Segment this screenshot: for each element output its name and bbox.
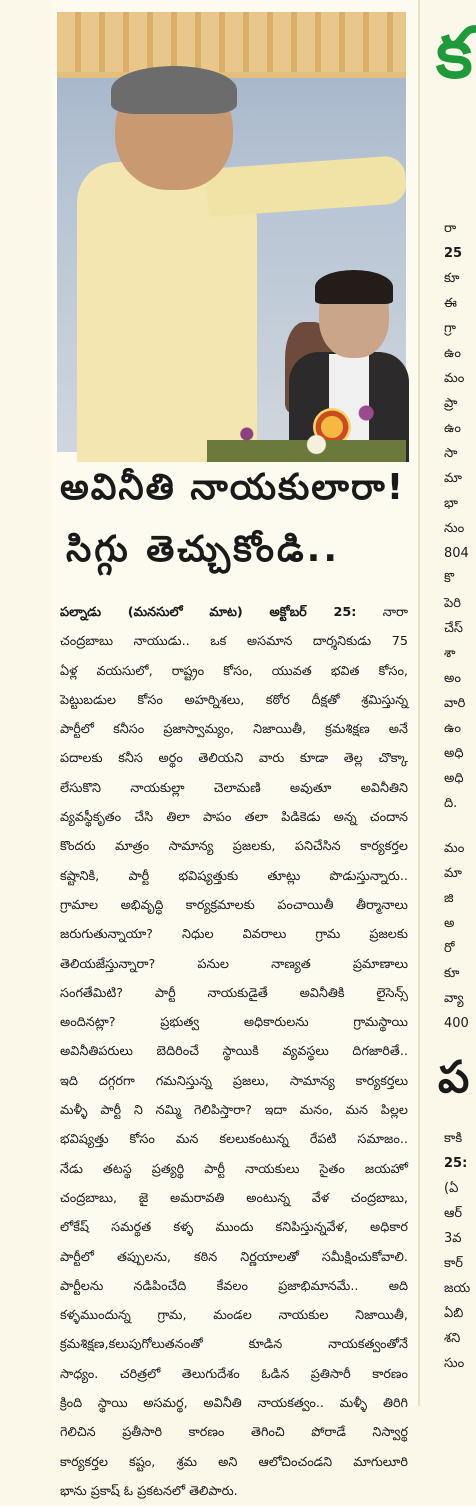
adjacent-article-column: [422, 0, 473, 1406]
column-fragment: ఉం: [444, 346, 461, 361]
article-body: [60, 598, 408, 1499]
column-fragment: పెరి: [444, 596, 461, 611]
body-line: కళ్ళముందున్న గ్రామ, మండల నాయకుల నిజాయితీ,: [60, 1308, 408, 1324]
body-line: చంద్రబాబు, జై అమరావతి అంటున్న వేళ చంద్రబాబు,: [60, 1190, 408, 1206]
body-line: క్రమశిక్షణ,కలుపుగోలుతనంతో కూడిన నాయకత్వంతోనే: [60, 1337, 408, 1353]
column-fragment: ఉం: [444, 721, 461, 736]
column-fragment: చేస్: [444, 621, 464, 636]
headline-line-2: సిగ్గు తెచ్చుకోండి..: [66, 529, 341, 570]
column-fragment: నుం: [444, 521, 465, 536]
body-line: అందినట్లా? ప్రభుత్వ అధికారులను గ్రామస్థాయి: [60, 1015, 408, 1031]
column-fragment: కాకి: [444, 1131, 463, 1146]
column-fragment: అ: [444, 916, 455, 931]
dateline: పల్నాడు (మనసులో మాట) అక్టోబర్ 25:: [60, 605, 357, 620]
body-line: పల్నాడు (మనసులో మాట) అక్టోబర్ 25: నారా: [60, 605, 408, 620]
body-line: భవిష్యత్తు కోసం మన కలలుకంటున్న రేపటి సమాజం..: [60, 1132, 408, 1148]
column-fragment: వారి: [444, 696, 466, 711]
column-fragment: శని: [444, 1331, 461, 1346]
column-fragment: శా: [444, 646, 456, 661]
column-divider: [418, 0, 420, 1406]
column-fragment: ప్రా: [444, 396, 458, 411]
body-line: ఏళ్ల వయసులో, రాష్ట్రం కోసం, యువత భవిత కోసం,: [60, 663, 408, 679]
column-fragment: 3వ: [444, 1231, 462, 1246]
body-line: వ్యవస్థీకృతం చేసి తిలా పాపం తలా పిడికెడు అన్న చందాన: [60, 810, 408, 826]
column-fragment: ఈ: [444, 296, 457, 311]
column-fragment: ఏబి: [444, 1306, 464, 1321]
body-line: కొందరు మాత్రం సామాన్య ప్రజలకు, పనిచేసిన కార్యకర్తల: [60, 839, 408, 855]
body-line: సాధ్యం. చరిత్రలో తెలుగుదేశం ఓడిన ప్రతిసారీ కారణం: [60, 1366, 408, 1382]
column-fragment: మం: [444, 371, 465, 386]
column-fragment: 400: [444, 1016, 469, 1031]
body-line: జరుగుతున్నాయా? నిధుల వివరాలు గ్రామ ప్రజలకు: [60, 927, 408, 943]
body-line: పదాలకు కనీస అర్థం తెలియని వారు కూడా తెల్ల చొక్కా: [60, 751, 408, 767]
stage-canopy: [57, 12, 406, 78]
column-fragment: సా: [444, 446, 458, 461]
column-fragment: ఆర్: [444, 1206, 463, 1221]
column-fragment: రా: [444, 221, 457, 236]
column-fragment: మా: [444, 866, 462, 881]
column-fragment: మా: [444, 471, 462, 486]
body-line: పార్టీలో తప్పులను, కఠిన నిర్ణయాలతో సమీక్షించుకోవాలి.: [60, 1249, 408, 1265]
section-heading-glyph: ప: [438, 1052, 470, 1103]
body-line: నేడు తటస్థ ప్రత్యర్థి పార్టీ నాయకులు సైతం జయహో: [60, 1161, 408, 1177]
column-fragment: అం: [444, 671, 461, 686]
body-line: పెట్టుబడుల కోసం అహర్నిశలు, కఠోర దీక్షతో శ్రమిస్తున్న: [60, 692, 408, 708]
speaker-arm: [206, 155, 408, 217]
body-line: ఇది దగ్గరగా గమనిస్తున్న ప్రజలు, సామాన్య కార్యకర్తలు: [60, 1073, 408, 1089]
column-fragment: 804: [444, 546, 469, 561]
column-fragment: అధి: [444, 771, 464, 786]
speaker-hair: [111, 66, 237, 114]
column-fragment: రో: [444, 941, 455, 956]
body-line: అవినీతిపరులు బెదిరించే స్థాయికి వ్యవస్థలు దిగజారితే..: [60, 1044, 408, 1060]
body-line: లోకేష్ సమర్థత కళ్ళ ముందు కనిపిస్తున్నవేళ, అధికార: [60, 1220, 408, 1236]
body-line: పార్టీలో కనీసం ప్రజాస్వామ్యం, నిజాయితీ, క్రమశిక్షణ అనే: [60, 722, 408, 738]
second-person-hair: [315, 270, 393, 304]
flower-bouquet: [207, 392, 406, 462]
column-fragment: జి: [444, 891, 454, 906]
column-fragment: కొ: [444, 571, 455, 586]
body-line: కార్యకర్తల కష్టం, శ్రమ అని ఆలోచించండని మాగులూరి: [60, 1454, 408, 1470]
body-line: లేసుకొని నాయకుల్లా చెలామణి అవుతూ అవినీతిని: [60, 780, 408, 796]
body-line: గ్రామాల అభివృద్ధి కార్యక్రమాలకు పంచాయితీ తీర్మానాలు: [60, 897, 408, 913]
column-fragment: జయ: [444, 1281, 471, 1296]
body-line: భాను ప్రకాష్ ఓ ప్రకటనలో తెలిపారు.: [60, 1483, 238, 1499]
column-fragment: కూ: [444, 966, 460, 981]
column-fragment: ది.: [444, 796, 458, 811]
column-fragment: 25:: [444, 1156, 468, 1171]
column-fragment: గ్రా: [444, 321, 456, 336]
body-line: కష్టానికి, పార్టీ భవిష్యత్తుకు తూట్లు పొడుస్తున్నారు..: [60, 868, 408, 884]
column-fragment: కూ: [444, 271, 460, 286]
column-fragment: 25: [444, 246, 463, 261]
column-fragment: కార్: [444, 1256, 463, 1271]
body-line: క్రింది స్థాయి అసమర్థ, అవినీతి నాయకత్వం.. మళ్ళీ తిరిగి: [60, 1396, 408, 1412]
body-line: పార్టీలను నడిపించేది కేవలం ప్రజాభిమానమే.. అది: [60, 1278, 408, 1294]
column-fragment: (ఏ: [444, 1181, 459, 1196]
news-photo: [57, 12, 406, 452]
body-line: గెలిచిన ప్రతీసారి కారణం తెగించి పోరాడే నిస్వార్థ: [60, 1425, 408, 1441]
body-line: చంద్రబాబు నాయుడు.. ఒక అసమాన దార్శనికుడు 75: [60, 634, 408, 650]
body-line: సంగతేమిటి? పార్టీ నాయకుడైతే అవినీతికి లైసెన్స్: [60, 985, 408, 1001]
column-fragment: అధి: [444, 746, 464, 761]
headline-line-1: అవినీతి నాయకులారా!: [60, 467, 406, 508]
body-line: మళ్ళీ పార్టీ ని నమ్మి గెలిపిస్తారా? ఇదా మనం, మన పిల్లల: [60, 1103, 408, 1119]
column-fragment: భా: [444, 496, 458, 511]
column-fragment: ఉం: [444, 421, 461, 436]
body-line: తెలియజేస్తున్నారా? పనుల నాణ్యత ప్రమాణాలు: [60, 956, 408, 972]
column-fragment: మం: [444, 841, 465, 856]
section-logo: క: [436, 12, 473, 94]
column-fragment: వ్యా: [444, 991, 464, 1006]
column-fragment: సుం: [444, 1356, 465, 1371]
